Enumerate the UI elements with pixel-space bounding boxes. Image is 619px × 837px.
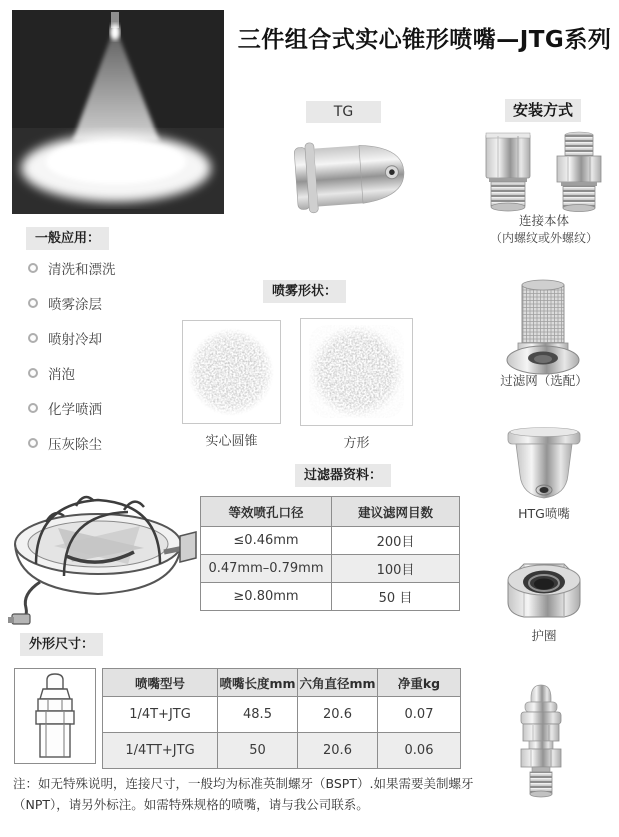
male-fitting [557,132,601,212]
page-title: 三件组合式实心锥形喷嘴—JTG系列 [237,27,612,53]
application-label: 清洗和漂洗 [48,261,116,278]
connector-caption-line1: 连接本体 [518,213,569,228]
list-item [28,355,116,390]
table-cell: 0.47mm–0.79mm [201,555,332,583]
footnote-text: 注：如无特殊说明，连接尺寸，一般均为标准英制螺牙（BSPT）.如果需要美制螺牙（NPT），请另外标注。如需特殊规格的喷嘴，请与我公司联系。 [13,776,474,812]
table-cell: ≥0.80mm [201,583,332,611]
tank-spray-illustration [6,486,198,642]
table-row [201,527,460,555]
assembled-nozzle-image [514,681,568,804]
connector-fittings-image [484,130,606,218]
solid-cone-pattern-image [182,320,281,424]
list-item [28,320,116,355]
connector-caption-line2: （内螺纹或外螺纹） [489,230,598,245]
ring-bullet-icon [28,333,38,343]
table-row [103,733,461,769]
application-label: 喷雾涂层 [48,296,102,313]
application-label: 压灰除尘 [48,436,102,453]
table-cell: 50 目 [332,583,460,611]
column-header: 六角直径mm [298,669,378,697]
table-row [201,555,460,583]
application-label: 化学喷洒 [48,401,102,418]
filter-info-heading: 过滤器资料： [295,464,391,487]
spray-shape-heading: 喷雾形状： [263,280,346,303]
dimensions-heading: 外形尺寸： [20,633,103,656]
ring-bullet-icon [28,298,38,308]
list-item [28,250,116,285]
nozzle-line-drawing [14,668,96,764]
table-cell: 20.6 [298,733,378,769]
square-pattern-image [300,318,413,426]
list-item [28,425,116,460]
table-cell: 200目 [332,527,460,555]
table-header-row [103,669,461,697]
ring-bullet-icon [28,403,38,413]
column-header: 净重kg [378,669,461,697]
list-item [28,285,116,320]
list-item [28,390,116,425]
ring-bullet-icon [28,263,38,273]
filter-mesh-image [505,279,581,381]
filter-table [200,496,460,611]
connector-caption [470,213,618,246]
table-cell: 0.07 [378,697,461,733]
htg-nozzle-image [504,423,584,509]
tg-label: TG [306,101,381,123]
column-header: 等效喷孔口径 [201,497,332,527]
table-cell: 0.06 [378,733,461,769]
spray-cone-photo [12,10,224,214]
table-cell: 1/4T+JTG [103,697,218,733]
install-heading: 安装方式 [505,99,581,122]
table-cell: 20.6 [298,697,378,733]
dimensions-table [102,668,461,769]
table-cell: 1/4TT+JTG [103,733,218,769]
column-header: 喷嘴长度mm [218,669,298,697]
tg-nozzle-image [292,134,412,220]
ring-bullet-icon [28,438,38,448]
female-fitting [486,133,530,211]
column-header: 建议滤网目数 [332,497,460,527]
table-cell: 100目 [332,555,460,583]
table-cell: 48.5 [218,697,298,733]
square-pattern-label: 方形 [343,436,370,451]
applications-list [28,250,116,460]
solid-cone-pattern-label: 实心圆锥 [205,434,258,449]
table-header-row [201,497,460,527]
table-row [201,583,460,611]
spray-cone-photo-art [12,10,224,214]
applications-heading: 一般应用： [26,227,109,250]
ring-bullet-icon [28,368,38,378]
table-row [103,697,461,733]
application-label: 消泡 [48,366,75,383]
table-cell: 50 [218,733,298,769]
application-label: 喷射冷却 [48,331,102,348]
guard-ring-caption: 护圈 [531,628,557,643]
table-cell: ≤0.46mm [201,527,332,555]
filter-mesh-caption: 过滤网（选配） [500,373,588,388]
guard-ring-image [498,554,590,630]
column-header: 喷嘴型号 [103,669,218,697]
htg-nozzle-caption: HTG喷嘴 [518,506,570,521]
